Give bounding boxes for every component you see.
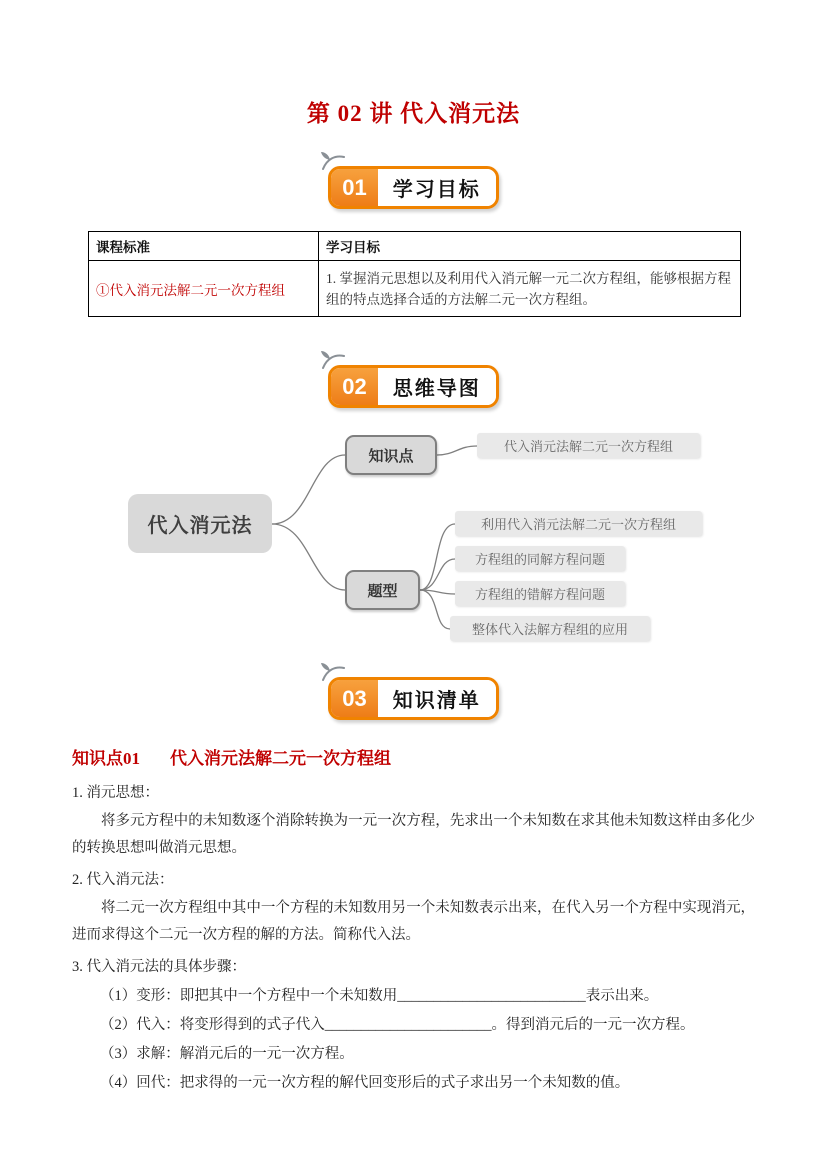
knowledge-point-title: 代入消元法解二元一次方程组 — [170, 749, 391, 768]
item-1-title: 1. 消元思想： — [72, 785, 159, 801]
sprout-icon — [320, 661, 346, 681]
mindmap-branch-problem-types: 题型 — [345, 570, 420, 610]
table-header-goal: 学习目标 — [319, 232, 741, 261]
section-3-badge-row — [0, 677, 827, 720]
table-header-row — [89, 232, 741, 261]
section-2-badge-row — [0, 365, 827, 408]
table-header-standard: 课程标准 — [89, 232, 319, 261]
learning-goal-cell: 1. 掌握消元思想以及利用代入消元解一元二次方程组，能够根据方程组的特点选择合适的方法解二元一次方程组。 — [319, 261, 741, 317]
section-badge-01 — [328, 166, 498, 209]
step-2-substitute: （2）代入：将变形得到的式子代入_______________________。得到消元后的一元一次方程。 — [100, 1017, 695, 1033]
doc-title: 第 02 讲 代入消元法 — [306, 101, 521, 126]
mindmap-leaf-knowledge: 代入消元法解二元一次方程组 — [477, 433, 700, 458]
section-badge-03 — [328, 677, 498, 720]
knowledge-point-number: 知识点01 — [72, 749, 140, 768]
mindmap-leaf-type-1: 利用代入消元法解二元一次方程组 — [455, 511, 702, 536]
goals-table — [88, 231, 741, 317]
step-3-solve: （3）求解：解消元后的一元一次方程。 — [100, 1046, 354, 1062]
mindmap — [0, 410, 827, 665]
badge-body — [328, 365, 498, 408]
mindmap-root-node: 代入消元法 — [128, 494, 272, 553]
mindmap-leaf-type-4: 整体代入法解方程组的应用 — [450, 616, 650, 641]
sprout-icon — [320, 150, 346, 170]
item-1-body: 将多元方程中的未知数逐个消除转换为一元一次方程，先求出一个未知数在求其他未知数这样由多化少的转换思想叫做消元思想。 — [72, 813, 755, 856]
section-label: 学习目标 — [378, 169, 496, 206]
item-2-title: 2. 代入消元法： — [72, 872, 174, 888]
item-2-body: 将二元一次方程组中其中一个方程的未知数用另一个未知数表示出来，在代入另一个方程中实现消元，进而求得这个二元一次方程的解的方法。简称代入法。 — [72, 900, 755, 943]
mindmap-leaf-type-3: 方程组的错解方程问题 — [455, 581, 625, 606]
mindmap-leaf-type-2: 方程组的同解方程问题 — [455, 546, 625, 571]
knowledge-section — [72, 744, 755, 1098]
knowledge-point-heading — [72, 744, 755, 769]
section-number: 02 — [331, 368, 377, 405]
section-label: 思维导图 — [378, 368, 496, 405]
section-number: 01 — [331, 169, 377, 206]
section-number: 03 — [331, 680, 377, 717]
item-3-title: 3. 代入消元法的具体步骤： — [72, 959, 246, 975]
badge-body — [328, 677, 498, 720]
course-standard-cell: ①代入消元法解二元一次方程组 — [89, 261, 319, 317]
step-4-back-substitute: （4）回代：把求得的一元一次方程的解代回变形后的式子求出另一个未知数的值。 — [100, 1075, 630, 1091]
section-1-badge-row — [0, 166, 827, 209]
section-label: 知识清单 — [378, 680, 496, 717]
sprout-icon — [320, 349, 346, 369]
badge-body — [328, 166, 498, 209]
mindmap-branch-knowledge-point: 知识点 — [345, 435, 437, 475]
table-row — [89, 261, 741, 317]
section-badge-02 — [328, 365, 498, 408]
step-1-transform: （1）变形：即把其中一个方程中一个未知数用__________________________表示出来。 — [100, 988, 659, 1004]
